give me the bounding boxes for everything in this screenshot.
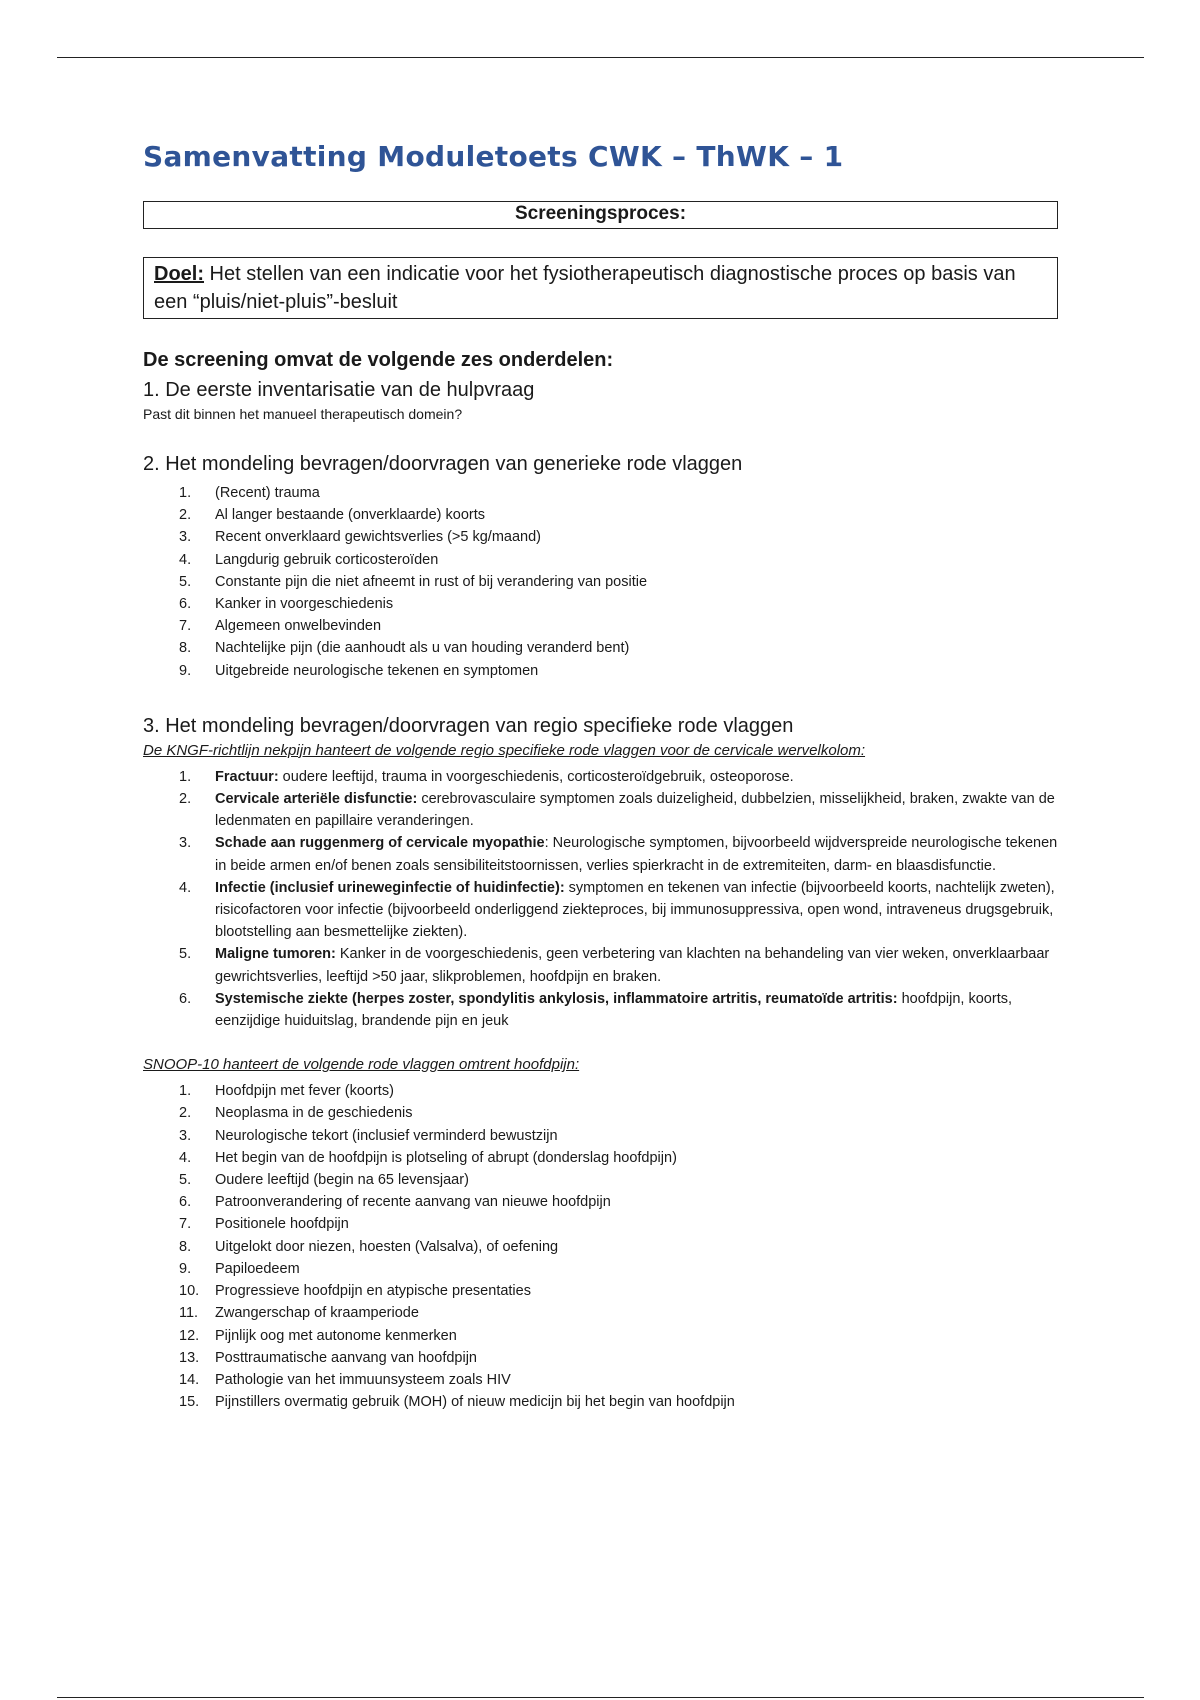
snoop-subheading: SNOOP-10 hanteert de volgende rode vlaggen omtrent hoofdpijn:: [143, 1056, 580, 1074]
list-item: 9. Uitgebreide neurologische tekenen en symptomen: [179, 662, 539, 679]
list-item: 1. (Recent) trauma: [179, 485, 320, 501]
section1-heading: 1. De eerste inventarisatie van de hulpvraag: [143, 379, 535, 401]
list-item: 14. Pathologie van het immuunsysteem zoals HIV: [179, 1371, 511, 1388]
snoop10-list: [143, 1080, 1058, 1413]
list-item: 9. Papiloedeem: [179, 1260, 300, 1277]
goal-box: [143, 257, 1058, 319]
list-item: 8. Nachtelijke pijn (die aanhoudt als u van houding veranderd bent): [179, 640, 630, 657]
list-item: 10. Progressieve hoofdpijn en atypische presentaties: [179, 1283, 531, 1300]
goal-label: Doel:: [154, 263, 204, 285]
list-item: 3. Schade aan ruggenmerg of cervicale myopathie: Neurologische symptomen, bijvoorbeeld wijdverspreide neurologische tekenen in beide armen en/of benen zoals sensibiliteitstoornissen, verlies spierkracht in de extremiteiten, darm- en blaasdisfunctie.: [179, 835, 1058, 874]
list-item: 6. Kanker in voorgeschiedenis: [179, 596, 394, 613]
list-item: 4. Infectie (inclusief urineweginfectie of huidinfectie): symptomen en tekenen van infectie (bijvoorbeeld koorts, nachtelijk zweten), risicofactoren voor infectie (bijvoorbeeld onderliggend ziekteproces, bij immunosuppressiva, open wond, intraveneus drugsgebruik, blootstelling aan besmettelijke ziekten).: [179, 879, 1055, 941]
document-title: Samenvatting Moduletoets CWK – ThWK – 1: [143, 140, 844, 173]
list-item: 13. Posttraumatische aanvang van hoofdpijn: [179, 1349, 477, 1366]
list-item: 15. Pijnstillers overmatig gebruik (MOH) of nieuw medicijn bij het begin van hoofdpijn: [179, 1394, 735, 1411]
section3-subheading: De KNGF-richtlijn nekpijn hanteert de volgende regio specifieke rode vlaggen voor de cervicale wervelkolom:: [143, 741, 866, 759]
section-box-heading: Screeningsproces:: [143, 201, 1058, 229]
section3-heading: 3. Het mondeling bevragen/doorvragen van regio specifieke rode vlaggen: [143, 714, 794, 737]
list-item: 7. Positionele hoofdpijn: [179, 1216, 349, 1233]
list-item: 3. Neurologische tekort (inclusief verminderd bewustzijn: [179, 1127, 558, 1144]
list-item: 12. Pijnlijk oog met autonome kenmerken: [179, 1327, 457, 1344]
footer-rule: [57, 1697, 1144, 1698]
generic-red-flags-list: [143, 482, 1058, 682]
list-item: 3. Recent onverklaard gewichtsverlies (>5 kg/maand): [179, 529, 542, 546]
list-item: 1. Fractuur: oudere leeftijd, trauma in voorgeschiedenis, corticosteroïdgebruik, osteoporose.: [179, 768, 794, 785]
list-item: 7. Algemeen onwelbevinden: [179, 618, 382, 635]
list-item: 5. Maligne tumoren: Kanker in de voorgeschiedenis, geen verbetering van klachten na behandeling van vier weken, onverklaarbaar gewrichtsverlies, leeftijd >50 jaar, slikproblemen, hoofdpijn en braken.: [179, 946, 1050, 985]
list-item: 6. Systemische ziekte (herpes zoster, spondylitis ankylosis, inflammatoire artritis, reumatoïde artritis: hoofdpijn, koorts, eenzijdige huiduitslag, brandende pijn en jeuk: [179, 990, 1013, 1030]
list-item: 4. Langdurig gebruik corticosteroïden: [179, 551, 439, 568]
list-item: 8. Uitgelokt door niezen, hoesten (Valsalva), of oefening: [179, 1238, 559, 1255]
list-item: 2. Al langer bestaande (onverklaarde) koorts: [179, 507, 486, 524]
section2-heading: 2. Het mondeling bevragen/doorvragen van generieke rode vlaggen: [143, 453, 743, 475]
list-item: 1. Hoofdpijn met fever (koorts): [179, 1083, 394, 1100]
list-item: 2. Cervicale arteriële disfunctie: cerebrovasculaire symptomen zoals duizeligheid, dubbelzien, misselijkheid, braken, zwakte van de ledenmaten en papillaire veranderingen.: [179, 791, 1055, 830]
list-item: 4. Het begin van de hoofdpijn is plotseling of abrupt (donderslag hoofdpijn): [179, 1149, 677, 1166]
regional-red-flags-list: [143, 766, 1058, 1032]
header-rule: [57, 57, 1144, 58]
document-body: [143, 140, 1058, 1413]
section1-note: Past dit binnen het manueel therapeutisch domein?: [143, 406, 463, 422]
list-item: 2. Neoplasma in de geschiedenis: [179, 1105, 413, 1122]
goal-text: Het stellen van een indicatie voor het fysiotherapeutisch diagnostische proces op basis van een “pluis/niet-pluis”-besluit: [154, 263, 1016, 313]
list-item: 5. Oudere leeftijd (begin na 65 levensjaar): [179, 1172, 469, 1189]
intro-heading: De screening omvat de volgende zes onderdelen:: [143, 349, 614, 371]
list-item: 6. Patroonverandering of recente aanvang van nieuwe hoofdpijn: [179, 1194, 611, 1211]
list-item: 5. Constante pijn die niet afneemt in rust of bij verandering van positie: [179, 573, 648, 590]
list-item: 11. Zwangerschap of kraamperiode: [179, 1305, 419, 1322]
